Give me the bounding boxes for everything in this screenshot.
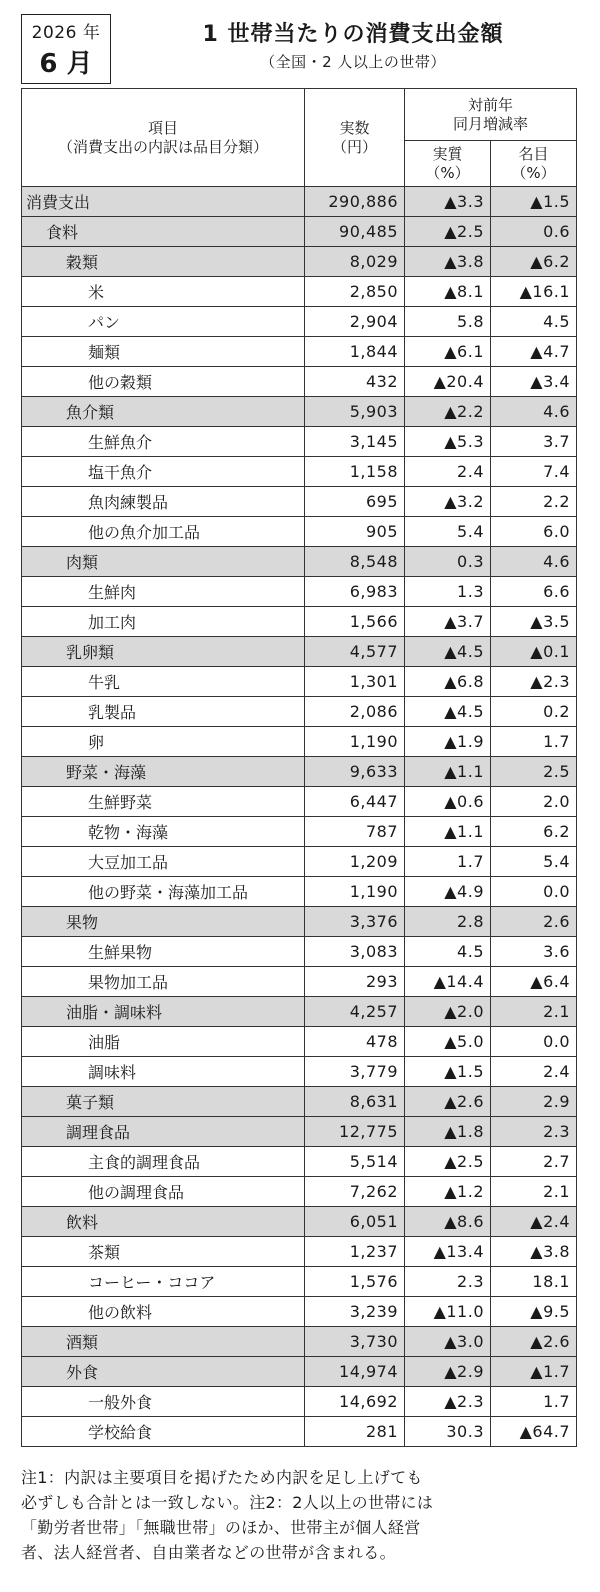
amount-cell: 905 — [305, 517, 405, 547]
amount-cell: 3,145 — [305, 427, 405, 457]
real-change-cell: ▲11.0 — [405, 1297, 491, 1327]
table-row — [22, 847, 577, 877]
nominal-change-cell: 2.6 — [491, 907, 577, 937]
item-label-cell: 茶類 — [22, 1237, 305, 1267]
table-row — [22, 907, 577, 937]
real-change-cell: ▲1.1 — [405, 817, 491, 847]
item-label-cell: 米 — [22, 277, 305, 307]
nominal-change-cell: ▲64.7 — [491, 1417, 577, 1447]
real-change-cell: ▲1.9 — [405, 727, 491, 757]
real-change-cell: ▲2.0 — [405, 997, 491, 1027]
table-row — [22, 367, 577, 397]
item-label-cell: 加工肉 — [22, 607, 305, 637]
footnote-line: 者、法人経営者、自由業者などの世帯が含まれる。 — [21, 1543, 396, 1562]
real-change-cell: ▲4.9 — [405, 877, 491, 907]
table-row — [22, 727, 577, 757]
real-change-cell: 2.4 — [405, 457, 491, 487]
item-label-cell: コーヒー・ココア — [22, 1267, 305, 1297]
real-change-cell: 0.3 — [405, 547, 491, 577]
item-label-cell: 果物加工品 — [22, 967, 305, 997]
real-change-cell: ▲2.5 — [405, 1147, 491, 1177]
table-row — [22, 1267, 577, 1297]
real-change-cell: ▲2.6 — [405, 1087, 491, 1117]
nominal-change-cell: ▲2.6 — [491, 1327, 577, 1357]
real-change-cell: 5.4 — [405, 517, 491, 547]
amount-cell: 8,548 — [305, 547, 405, 577]
page-title: 1 世帯当たりの消費支出金額 — [202, 22, 504, 47]
table-row — [22, 997, 577, 1027]
footnotes — [21, 1465, 581, 1565]
item-label-cell: 乾物・海藻 — [22, 817, 305, 847]
nominal-change-cell: 2.9 — [491, 1087, 577, 1117]
amount-cell: 2,850 — [305, 277, 405, 307]
amount-cell: 1,190 — [305, 727, 405, 757]
amount-cell: 1,566 — [305, 607, 405, 637]
table-row — [22, 937, 577, 967]
amount-cell: 1,844 — [305, 337, 405, 367]
table-row — [22, 1207, 577, 1237]
item-label-cell: 調理食品 — [22, 1117, 305, 1147]
expenditure-table — [21, 88, 577, 1447]
nominal-change-cell: ▲3.8 — [491, 1237, 577, 1267]
amount-cell: 1,576 — [305, 1267, 405, 1297]
amount-cell: 478 — [305, 1027, 405, 1057]
page-subtitle: （全国・2 人以上の世帯） — [260, 53, 446, 71]
nominal-change-cell: 5.4 — [491, 847, 577, 877]
item-label-cell: 魚肉練製品 — [22, 487, 305, 517]
real-change-cell: 2.8 — [405, 907, 491, 937]
table-row — [22, 247, 577, 277]
nominal-change-cell: ▲2.4 — [491, 1207, 577, 1237]
footnote-line: 必ずしも合計とは一致しない。注2：2人以上の世帯には — [21, 1493, 434, 1512]
nominal-change-cell: 6.0 — [491, 517, 577, 547]
year-label: 2026 年 — [31, 23, 101, 43]
item-header-line1: 項目 — [147, 118, 178, 137]
item-label-cell: 一般外食 — [22, 1387, 305, 1417]
amount-cell: 4,577 — [305, 637, 405, 667]
item-label-cell: 飲料 — [22, 1207, 305, 1237]
nominal-change-cell: 2.3 — [491, 1117, 577, 1147]
amount-cell: 14,974 — [305, 1357, 405, 1387]
table-row — [22, 877, 577, 907]
item-label-cell: 学校給食 — [22, 1417, 305, 1447]
amount-cell: 12,775 — [305, 1117, 405, 1147]
item-label-cell: 菓子類 — [22, 1087, 305, 1117]
table-row — [22, 187, 577, 217]
amount-column-header — [305, 89, 405, 187]
amount-cell: 3,779 — [305, 1057, 405, 1087]
nominal-change-cell: 1.7 — [491, 727, 577, 757]
table-row — [22, 1327, 577, 1357]
amount-cell: 1,190 — [305, 877, 405, 907]
amount-cell: 5,514 — [305, 1147, 405, 1177]
item-label-cell: 果物 — [22, 907, 305, 937]
real-change-cell: ▲3.7 — [405, 607, 491, 637]
nominal-change-cell: 2.1 — [491, 1177, 577, 1207]
table-row — [22, 1237, 577, 1267]
table-row — [22, 427, 577, 457]
amount-cell: 3,376 — [305, 907, 405, 937]
real-change-cell: ▲5.0 — [405, 1027, 491, 1057]
nominal-change-cell: 2.0 — [491, 787, 577, 817]
table-row — [22, 787, 577, 817]
table-body — [22, 187, 577, 1447]
item-label-cell: 麺類 — [22, 337, 305, 367]
real-change-cell: ▲13.4 — [405, 1237, 491, 1267]
nominal-change-cell: ▲3.4 — [491, 367, 577, 397]
amount-cell: 8,631 — [305, 1087, 405, 1117]
amount-cell: 14,692 — [305, 1387, 405, 1417]
nominal-change-cell: ▲1.5 — [491, 187, 577, 217]
table-row — [22, 1057, 577, 1087]
amount-cell: 2,904 — [305, 307, 405, 337]
table-row — [22, 277, 577, 307]
table-row — [22, 637, 577, 667]
amount-cell: 7,262 — [305, 1177, 405, 1207]
real-change-cell: ▲5.3 — [405, 427, 491, 457]
real-change-cell: ▲4.5 — [405, 697, 491, 727]
item-label-cell: 肉類 — [22, 547, 305, 577]
table-row — [22, 1147, 577, 1177]
nominal-change-cell: ▲4.7 — [491, 337, 577, 367]
amount-cell: 6,983 — [305, 577, 405, 607]
real-change-cell: 4.5 — [405, 937, 491, 967]
table-row — [22, 1357, 577, 1387]
amount-cell: 1,237 — [305, 1237, 405, 1267]
table-row — [22, 217, 577, 247]
amount-cell: 290,886 — [305, 187, 405, 217]
amount-cell: 293 — [305, 967, 405, 997]
table-row — [22, 307, 577, 337]
yoy-header-line2: 同月増減率 — [453, 114, 529, 133]
item-label-cell: 主食的調理食品 — [22, 1147, 305, 1177]
item-label-cell: 生鮮魚介 — [22, 427, 305, 457]
nominal-change-cell: 2.5 — [491, 757, 577, 787]
nominal-change-cell: ▲6.2 — [491, 247, 577, 277]
real-change-cell: ▲14.4 — [405, 967, 491, 997]
item-label-cell: 生鮮野菜 — [22, 787, 305, 817]
nominal-change-cell: 2.1 — [491, 997, 577, 1027]
amount-cell: 8,029 — [305, 247, 405, 277]
nominal-change-cell: 0.6 — [491, 217, 577, 247]
table-row — [22, 487, 577, 517]
table-row — [22, 967, 577, 997]
nominal-header-line2: （%） — [511, 163, 556, 182]
real-change-cell: 5.8 — [405, 307, 491, 337]
item-label-cell: 他の魚介加工品 — [22, 517, 305, 547]
real-change-cell: ▲8.6 — [405, 1207, 491, 1237]
nominal-change-cell: 4.6 — [491, 547, 577, 577]
real-change-cell: 2.3 — [405, 1267, 491, 1297]
item-label-cell: 生鮮肉 — [22, 577, 305, 607]
real-change-cell: ▲2.9 — [405, 1357, 491, 1387]
table-row — [22, 757, 577, 787]
amount-cell: 281 — [305, 1417, 405, 1447]
item-label-cell: 牛乳 — [22, 667, 305, 697]
real-change-cell: ▲3.0 — [405, 1327, 491, 1357]
nominal-change-cell: 7.4 — [491, 457, 577, 487]
amount-cell: 1,301 — [305, 667, 405, 697]
nominal-change-cell: ▲2.3 — [491, 667, 577, 697]
month-label: 6 月 — [39, 49, 93, 79]
nominal-change-cell: ▲9.5 — [491, 1297, 577, 1327]
amount-header-line1: 実数 — [339, 118, 370, 137]
nominal-change-cell: 3.7 — [491, 427, 577, 457]
nominal-change-cell: ▲16.1 — [491, 277, 577, 307]
item-label-cell: 乳卵類 — [22, 637, 305, 667]
nominal-change-cell: 6.2 — [491, 817, 577, 847]
item-label-cell: 外食 — [22, 1357, 305, 1387]
item-label-cell: パン — [22, 307, 305, 337]
item-label-cell: 塩干魚介 — [22, 457, 305, 487]
header — [0, 0, 600, 88]
amount-cell: 787 — [305, 817, 405, 847]
item-label-cell: 食料 — [22, 217, 305, 247]
table-row — [22, 337, 577, 367]
amount-cell: 1,209 — [305, 847, 405, 877]
real-change-cell: ▲1.1 — [405, 757, 491, 787]
item-label-cell: 他の飲料 — [22, 1297, 305, 1327]
footnote-line: 「勤労者世帯」「無職世帯」のほか、世帯主が個人経営 — [21, 1518, 421, 1537]
real-change-cell: ▲2.5 — [405, 217, 491, 247]
amount-cell: 4,257 — [305, 997, 405, 1027]
nominal-change-cell: 3.6 — [491, 937, 577, 967]
real-change-cell: ▲1.5 — [405, 1057, 491, 1087]
amount-cell: 1,158 — [305, 457, 405, 487]
nominal-change-cell: 6.6 — [491, 577, 577, 607]
real-header-line2: （%） — [425, 163, 470, 182]
real-change-cell: 1.7 — [405, 847, 491, 877]
item-label-cell: 消費支出 — [22, 187, 305, 217]
amount-cell: 695 — [305, 487, 405, 517]
nominal-column-header — [491, 141, 577, 187]
real-change-cell: ▲3.2 — [405, 487, 491, 517]
nominal-change-cell: 18.1 — [491, 1267, 577, 1297]
item-label-cell: 生鮮果物 — [22, 937, 305, 967]
item-label-cell: 大豆加工品 — [22, 847, 305, 877]
amount-cell: 3,239 — [305, 1297, 405, 1327]
table-row — [22, 1027, 577, 1057]
nominal-change-cell: 0.0 — [491, 877, 577, 907]
table-row — [22, 457, 577, 487]
table-row — [22, 577, 577, 607]
nominal-change-cell: ▲0.1 — [491, 637, 577, 667]
item-label-cell: 野菜・海藻 — [22, 757, 305, 787]
nominal-change-cell: 4.5 — [491, 307, 577, 337]
amount-cell: 6,447 — [305, 787, 405, 817]
date-box — [21, 14, 111, 84]
item-label-cell: 卵 — [22, 727, 305, 757]
table-row — [22, 697, 577, 727]
amount-cell: 5,903 — [305, 397, 405, 427]
nominal-change-cell: 4.6 — [491, 397, 577, 427]
real-change-cell: ▲2.3 — [405, 1387, 491, 1417]
real-change-cell: ▲6.8 — [405, 667, 491, 697]
amount-cell: 2,086 — [305, 697, 405, 727]
item-label-cell: 酒類 — [22, 1327, 305, 1357]
yoy-column-header — [405, 89, 577, 141]
item-label-cell: 乳製品 — [22, 697, 305, 727]
footnote-line: 注1：内訳は主要項目を掲げたため内訳を足し上げても — [21, 1468, 423, 1487]
amount-cell: 3,083 — [305, 937, 405, 967]
real-change-cell: ▲8.1 — [405, 277, 491, 307]
nominal-header-line1: 名目 — [518, 144, 549, 163]
table-row — [22, 1387, 577, 1417]
nominal-change-cell: 0.2 — [491, 697, 577, 727]
item-header-line2: （消費支出の内訳は品目分類） — [57, 137, 268, 156]
amount-cell: 90,485 — [305, 217, 405, 247]
real-change-cell: ▲4.5 — [405, 637, 491, 667]
table-row — [22, 1297, 577, 1327]
amount-header-line2: （円） — [331, 137, 377, 156]
nominal-change-cell: ▲1.7 — [491, 1357, 577, 1387]
table-row — [22, 607, 577, 637]
item-label-cell: 他の調理食品 — [22, 1177, 305, 1207]
amount-cell: 432 — [305, 367, 405, 397]
real-change-cell: ▲1.8 — [405, 1117, 491, 1147]
real-column-header — [405, 141, 491, 187]
nominal-change-cell: 0.0 — [491, 1027, 577, 1057]
table-row — [22, 1177, 577, 1207]
real-header-line1: 実質 — [432, 144, 463, 163]
nominal-change-cell: ▲3.5 — [491, 607, 577, 637]
real-change-cell: 1.3 — [405, 577, 491, 607]
nominal-change-cell: ▲6.4 — [491, 967, 577, 997]
table-row — [22, 517, 577, 547]
real-change-cell: ▲0.6 — [405, 787, 491, 817]
item-label-cell: 魚介類 — [22, 397, 305, 427]
expenditure-table-container — [21, 88, 576, 1447]
table-row — [22, 817, 577, 847]
amount-cell: 9,633 — [305, 757, 405, 787]
table-row — [22, 1417, 577, 1447]
amount-cell: 3,730 — [305, 1327, 405, 1357]
table-row — [22, 1087, 577, 1117]
real-change-cell: ▲2.2 — [405, 397, 491, 427]
real-change-cell: ▲3.8 — [405, 247, 491, 277]
nominal-change-cell: 2.7 — [491, 1147, 577, 1177]
table-row — [22, 547, 577, 577]
item-label-cell: 他の穀類 — [22, 367, 305, 397]
item-label-cell: 調味料 — [22, 1057, 305, 1087]
real-change-cell: ▲20.4 — [405, 367, 491, 397]
nominal-change-cell: 1.7 — [491, 1387, 577, 1417]
nominal-change-cell: 2.2 — [491, 487, 577, 517]
amount-cell: 6,051 — [305, 1207, 405, 1237]
yoy-header-line1: 対前年 — [468, 95, 514, 114]
item-label-cell: 油脂 — [22, 1027, 305, 1057]
item-label-cell: 他の野菜・海藻加工品 — [22, 877, 305, 907]
table-row — [22, 1117, 577, 1147]
item-column-header — [22, 89, 305, 187]
item-label-cell: 穀類 — [22, 247, 305, 277]
real-change-cell: ▲6.1 — [405, 337, 491, 367]
item-label-cell: 油脂・調味料 — [22, 997, 305, 1027]
real-change-cell: ▲3.3 — [405, 187, 491, 217]
table-row — [22, 667, 577, 697]
real-change-cell: 30.3 — [405, 1417, 491, 1447]
nominal-change-cell: 2.4 — [491, 1057, 577, 1087]
table-row — [22, 397, 577, 427]
real-change-cell: ▲1.2 — [405, 1177, 491, 1207]
